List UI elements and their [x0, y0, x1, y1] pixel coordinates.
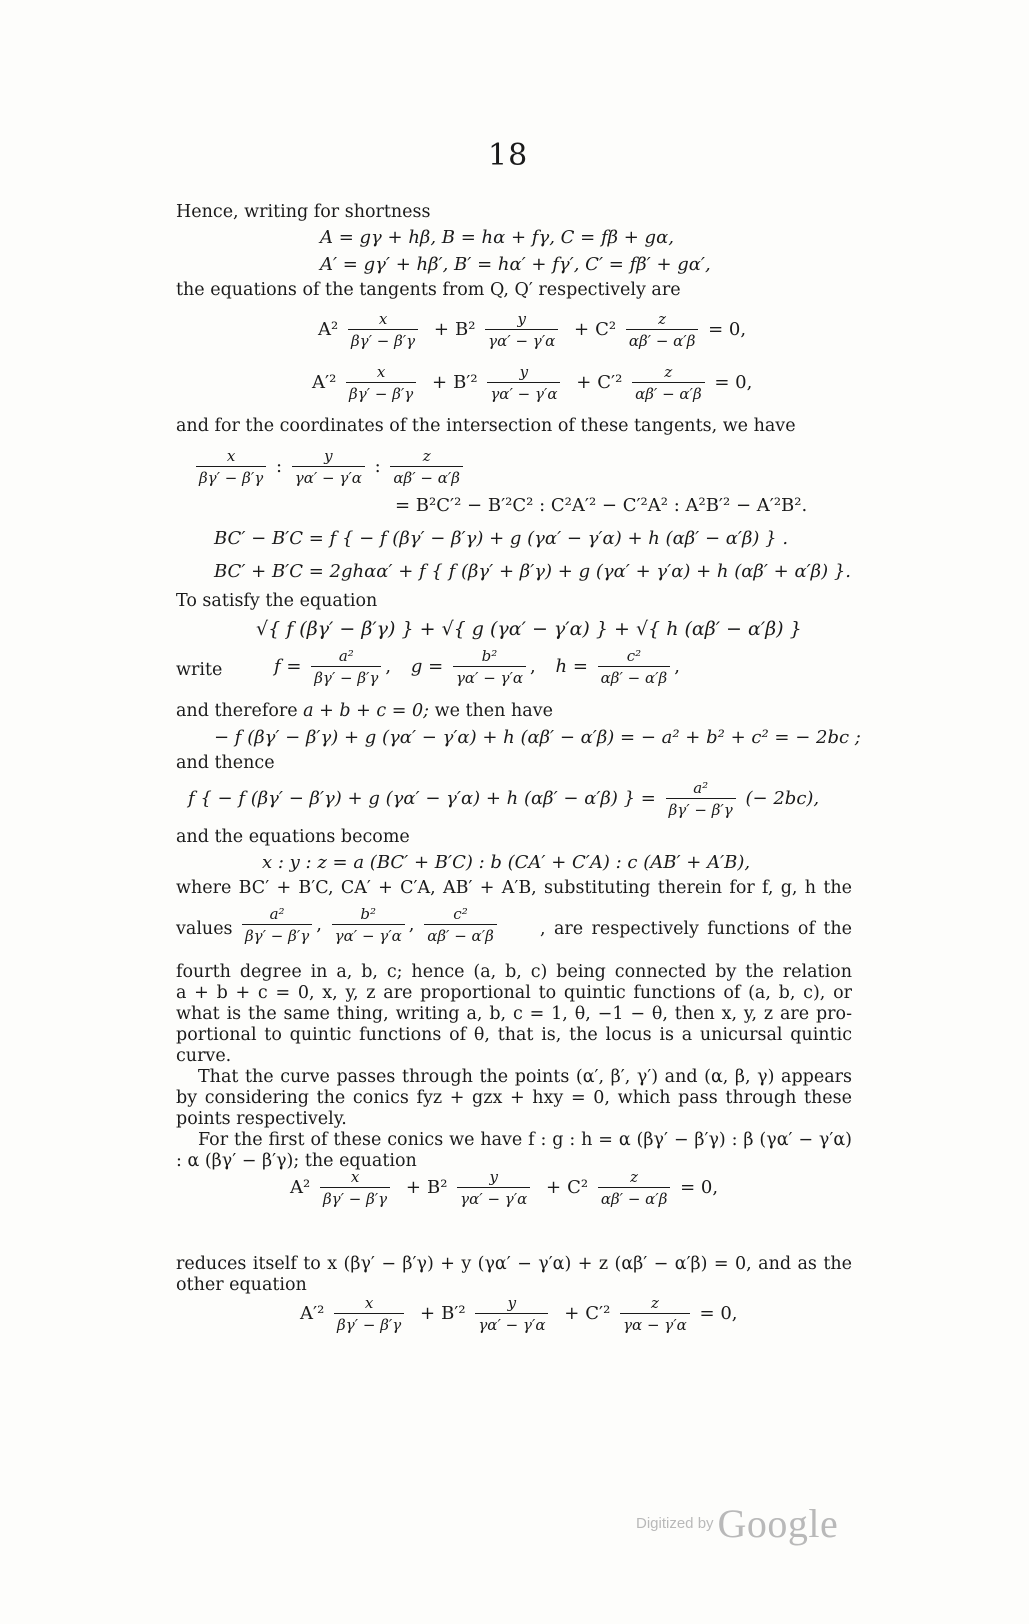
text-line: and therefore a + b + c = 0; we then have [176, 701, 553, 721]
equation-sqrt: √{ f (βγ′ − β′γ) } + √{ g (γα′ − γ′α) } + √{ h (αβ′ − α′β) } [256, 618, 802, 640]
text-line: points respectively. [176, 1109, 347, 1129]
page-number: 18 [488, 138, 529, 173]
text-line: a + b + c = 0, x, y, z are proportional to quintic functions of (a, b, c), or [176, 983, 852, 1003]
equation-ratio-right: = B²C′² − B′²C² : C²A′² − C′²A² : A²B′² − A′²B². [395, 495, 808, 516]
equation-tangent-q: A² $\frac{x}{\beta\gamma' - \beta'\gamma}$ + B² $\frac{y}{\gamma\alpha' - \gamma'\alpha}$ + C² $\frac{z}{\alpha\beta' - \alpha'\beta}$ = 0, [318, 310, 747, 350]
equation-bc-minus: BC′ − B′C = f { − f (βγ′ − β′γ) + g (γα′ − γ′α) + h (αβ′ − α′β) } . [214, 528, 789, 549]
equation-conic-2: A′² $\frac{x}{\beta\gamma' - \beta'\gamma}$ + B′² $\frac{y}{\gamma\alpha' - \gamma'\alpha}$ + C′² $\frac{z}{\gamma\alpha - \gamma'\alpha}$ = 0, [300, 1294, 738, 1334]
text-line: other equation [176, 1275, 307, 1295]
equation-thence: f { − f (βγ′ − β′γ) + g (γα′ − γ′α) + h (αβ′ − α′β) } = $\frac{\text{a²}}{\beta\gamma' - \beta'\gamma}$ (− 2bc), [188, 779, 820, 819]
equation-fgh-values: f = $\frac{\text{a²}}{\beta\gamma' - \beta'\gamma}$ , g = $\frac{\text{b²}}{\gamma\alpha' - \gamma'\alpha}$ , h = $\frac{\text{c²}}{\alpha\beta' - \alpha'\beta}$ , [274, 647, 680, 687]
equation-def-a-prime: A′ = gγ′ + hβ′, B′ = hα′ + fγ′, C′ = fβ′ + gα′, [320, 254, 711, 275]
text-line: write [176, 660, 223, 680]
text-line: and for the coordinates of the intersection of these tangents, we have [176, 416, 796, 436]
equation-negative: − f (βγ′ − β′γ) + g (γα′ − γ′α) + h (αβ′ − α′β) = − a² + b² + c² = − 2bc ; [214, 727, 861, 748]
text-line: by considering the conics fyz + gzx + hxy = 0, which pass through these [176, 1088, 852, 1108]
text-line: the equations of the tangents from Q, Q′ respectively are [176, 280, 681, 300]
text-line: and thence [176, 753, 275, 773]
equation-xyz: x : y : z = a (BC′ + B′C) : b (CA′ + C′A) : c (AB′ + A′B), [262, 852, 751, 873]
equation-tangent-q-prime: A′² $\frac{x}{\beta\gamma' - \beta'\gamma}$ + B′² $\frac{y}{\gamma\alpha' - \gamma'\alpha}$ + C′² $\frac{z}{\alpha\beta' - \alpha'\beta}$ = 0, [312, 363, 753, 403]
text-line: curve. [176, 1046, 232, 1066]
text-line: reduces itself to x (βγ′ − β′γ) + y (γα′ − γ′α) + z (αβ′ − α′β) = 0, and as the [176, 1254, 852, 1274]
text-line: To satisfy the equation [176, 591, 378, 611]
text-line: where BC′ + B′C, CA′ + C′A, AB′ + A′B, substituting therein for f, g, h the [176, 878, 852, 898]
equation-ratio-left: $\frac{x}{\beta\gamma' - \beta'\gamma}$ : $\frac{y}{\gamma\alpha' - \gamma'\alpha}$ : $\frac{z}{\alpha\beta' - \alpha'\beta}$ [192, 447, 467, 487]
text-line: portional to quintic functions of θ, that is, the locus is a unicursal quintic [176, 1025, 852, 1045]
text-line: Hence, writing for shortness [176, 202, 431, 222]
text-line: values [176, 919, 233, 939]
equation-conic-1: A² $\frac{x}{\beta\gamma' - \beta'\gamma}$ + B² $\frac{y}{\gamma\alpha' - \gamma'\alpha}$ + C² $\frac{z}{\alpha\beta' - \alpha'\beta}$ = 0, [290, 1168, 719, 1208]
digitized-watermark: Digitized by Google [636, 1501, 839, 1546]
equation-def-a: A = gγ + hβ, B = hα + fγ, C = fβ + gα, [320, 227, 674, 248]
text-line: , are respectively functions of the [540, 919, 852, 939]
text-line: fourth degree in a, b, c; hence (a, b, c) being connected by the relation [176, 962, 852, 982]
google-logo: Google [717, 1501, 839, 1546]
equation-values: $\frac{\text{a²}}{\beta\gamma' - \beta'\gamma}$ , $\frac{\text{b²}}{\gamma\alpha' - \gamma'\alpha}$ , $\frac{\text{c²}}{\alpha\beta' - \alpha'\beta}$ [238, 905, 501, 945]
text-line: and the equations become [176, 827, 410, 847]
text-line: : α (βγ′ − β′γ); the equation [176, 1151, 417, 1171]
text-line: what is the same thing, writing a, b, c = 1, θ, −1 − θ, then x, y, z are pro- [176, 1004, 852, 1024]
text-line: For the first of these conics we have f : g : h = α (βγ′ − β′γ) : β (γα′ − γ′α) [198, 1130, 852, 1150]
text-line: That the curve passes through the points (α′, β′, γ′) and (α, β, γ) appears [198, 1067, 852, 1087]
equation-bc-plus: BC′ + B′C = 2ghαα′ + f { f (βγ′ + β′γ) + g (γα′ + γ′α) + h (αβ′ + α′β) }. [214, 561, 852, 582]
